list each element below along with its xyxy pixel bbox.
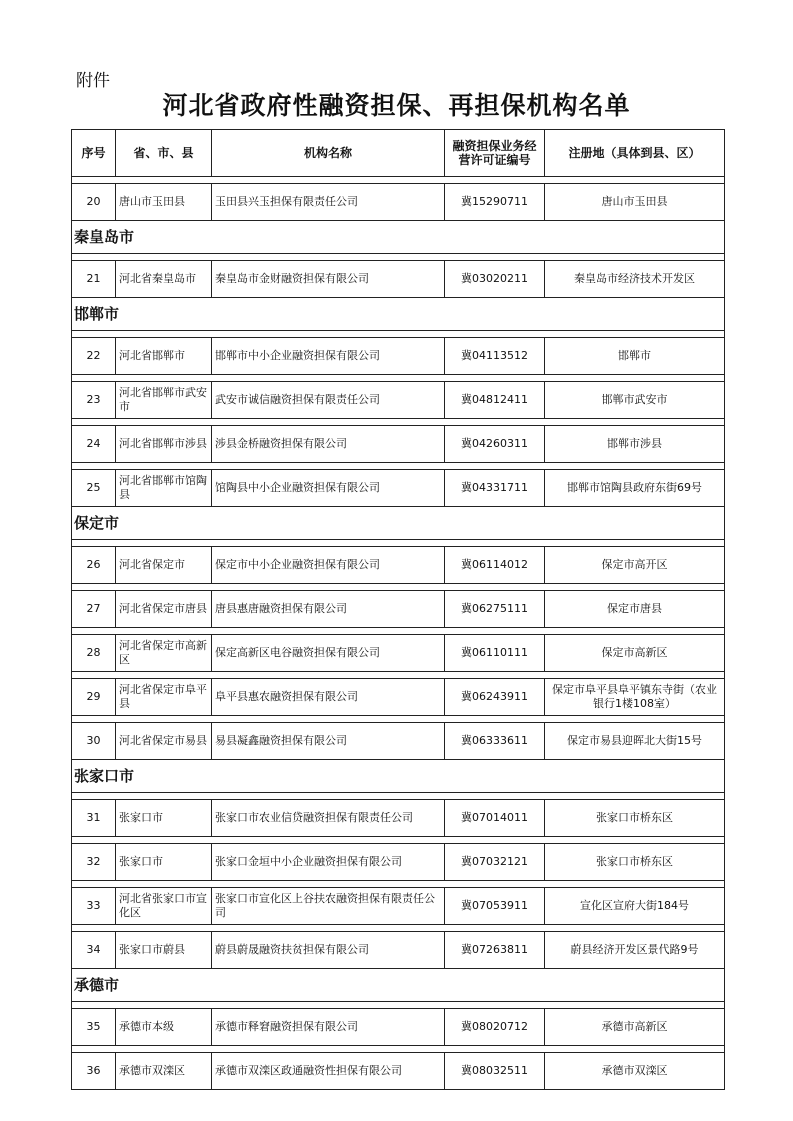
cell-region: 张家口市 <box>116 844 212 881</box>
cell-no: 25 <box>72 470 116 507</box>
row-spacer <box>72 463 725 470</box>
table-row <box>72 184 725 221</box>
cell-address: 张家口市桥东区 <box>545 800 725 837</box>
cell-address: 保定市高开区 <box>545 547 725 584</box>
cell-license: 冀06333611 <box>445 723 545 760</box>
row-spacer <box>72 628 725 635</box>
city-section-header <box>72 298 725 331</box>
cell-no: 35 <box>72 1009 116 1046</box>
table-row <box>72 547 725 584</box>
cell-region: 河北省邯郸市 <box>116 338 212 375</box>
row-spacer <box>72 837 725 844</box>
cell-license: 冀06114012 <box>445 547 545 584</box>
cell-region: 河北省秦皇岛市 <box>116 261 212 298</box>
cell-license: 冀04113512 <box>445 338 545 375</box>
row-spacer <box>72 254 725 261</box>
spacer-cell <box>72 837 725 844</box>
row-spacer <box>72 793 725 800</box>
row-spacer <box>72 540 725 547</box>
table-row <box>72 932 725 969</box>
table-body <box>72 177 725 1090</box>
spacer-cell <box>72 793 725 800</box>
cell-no: 30 <box>72 723 116 760</box>
cell-address: 承德市双滦区 <box>545 1053 725 1090</box>
cell-address: 蔚县经济开发区景代路9号 <box>545 932 725 969</box>
cell-name: 秦皇岛市金财融资担保有限公司 <box>212 261 445 298</box>
spacer-cell <box>72 375 725 382</box>
cell-license: 冀04260311 <box>445 426 545 463</box>
cell-region: 承德市双滦区 <box>116 1053 212 1090</box>
cell-name: 易县凝鑫融资担保有限公司 <box>212 723 445 760</box>
cell-region: 承德市本级 <box>116 1009 212 1046</box>
table-row <box>72 591 725 628</box>
cell-region: 唐山市玉田县 <box>116 184 212 221</box>
cell-address: 张家口市桥东区 <box>545 844 725 881</box>
table-header-row <box>72 130 725 177</box>
cell-name: 武安市诚信融资担保有限责任公司 <box>212 382 445 419</box>
cell-license: 冀06243911 <box>445 679 545 716</box>
spacer-cell <box>72 540 725 547</box>
cell-license: 冀06110111 <box>445 635 545 672</box>
city-name: 承德市 <box>72 969 725 1002</box>
table-row <box>72 382 725 419</box>
row-spacer <box>72 1046 725 1053</box>
cell-no: 21 <box>72 261 116 298</box>
cell-name: 张家口金垣中小企业融资担保有限公司 <box>212 844 445 881</box>
cell-license: 冀07032121 <box>445 844 545 881</box>
header-no: 序号 <box>72 130 116 177</box>
cell-region: 河北省邯郸市涉县 <box>116 426 212 463</box>
cell-no: 34 <box>72 932 116 969</box>
cell-address: 保定市易县迎晖北大街15号 <box>545 723 725 760</box>
cell-license: 冀03020211 <box>445 261 545 298</box>
cell-name: 唐县惠唐融资担保有限公司 <box>212 591 445 628</box>
spacer-cell <box>72 419 725 426</box>
cell-address: 唐山市玉田县 <box>545 184 725 221</box>
spacer-cell <box>72 628 725 635</box>
cell-name: 玉田县兴玉担保有限责任公司 <box>212 184 445 221</box>
cell-region: 河北省保定市唐县 <box>116 591 212 628</box>
cell-address: 邯郸市馆陶县政府东街69号 <box>545 470 725 507</box>
table-row <box>72 888 725 925</box>
city-name: 邯郸市 <box>72 298 725 331</box>
cell-name: 邯郸市中小企业融资担保有限公司 <box>212 338 445 375</box>
cell-license: 冀07014011 <box>445 800 545 837</box>
cell-no: 22 <box>72 338 116 375</box>
cell-address: 邯郸市涉县 <box>545 426 725 463</box>
cell-no: 20 <box>72 184 116 221</box>
cell-region: 河北省保定市易县 <box>116 723 212 760</box>
row-spacer <box>72 419 725 426</box>
spacer-cell <box>72 254 725 261</box>
cell-no: 36 <box>72 1053 116 1090</box>
cell-address: 承德市高新区 <box>545 1009 725 1046</box>
cell-name: 承德市释窘融资担保有限公司 <box>212 1009 445 1046</box>
cell-license: 冀07263811 <box>445 932 545 969</box>
cell-name: 张家口市农业信贷融资担保有限责任公司 <box>212 800 445 837</box>
cell-name: 阜平县惠农融资担保有限公司 <box>212 679 445 716</box>
spacer-cell <box>72 925 725 932</box>
city-section-header <box>72 969 725 1002</box>
table-row <box>72 261 725 298</box>
cell-address: 邯郸市 <box>545 338 725 375</box>
city-section-header <box>72 507 725 540</box>
table-row <box>72 844 725 881</box>
row-spacer <box>72 375 725 382</box>
cell-name: 承德市双滦区政通融资性担保有限公司 <box>212 1053 445 1090</box>
row-spacer <box>72 1002 725 1009</box>
cell-no: 33 <box>72 888 116 925</box>
cell-region: 河北省保定市阜平县 <box>116 679 212 716</box>
cell-no: 31 <box>72 800 116 837</box>
spacer-cell <box>72 716 725 723</box>
cell-address: 宣化区宣府大街184号 <box>545 888 725 925</box>
table-row <box>72 635 725 672</box>
table-row <box>72 426 725 463</box>
spacer-cell <box>72 177 725 184</box>
row-spacer <box>72 925 725 932</box>
row-spacer <box>72 584 725 591</box>
spacer-cell <box>72 331 725 338</box>
cell-name: 保定市中小企业融资担保有限公司 <box>212 547 445 584</box>
cell-name: 张家口市宣化区上谷扶农融资担保有限责任公司 <box>212 888 445 925</box>
row-spacer <box>72 716 725 723</box>
row-spacer <box>72 331 725 338</box>
city-section-header <box>72 221 725 254</box>
table-row <box>72 470 725 507</box>
spacer-cell <box>72 584 725 591</box>
spacer-cell <box>72 672 725 679</box>
city-name: 秦皇岛市 <box>72 221 725 254</box>
cell-license: 冀08020712 <box>445 1009 545 1046</box>
spacer-cell <box>72 463 725 470</box>
cell-region: 河北省保定市高新区 <box>116 635 212 672</box>
cell-license: 冀04331711 <box>445 470 545 507</box>
institution-table <box>71 129 725 1090</box>
cell-no: 26 <box>72 547 116 584</box>
cell-name: 蔚县蔚晟融资扶贫担保有限公司 <box>212 932 445 969</box>
table-row <box>72 1053 725 1090</box>
cell-license: 冀07053911 <box>445 888 545 925</box>
cell-region: 河北省邯郸市馆陶县 <box>116 470 212 507</box>
cell-no: 28 <box>72 635 116 672</box>
cell-region: 河北省邯郸市武安市 <box>116 382 212 419</box>
cell-region: 河北省保定市 <box>116 547 212 584</box>
spacer-cell <box>72 881 725 888</box>
cell-address: 保定市高新区 <box>545 635 725 672</box>
row-spacer <box>72 177 725 184</box>
cell-license: 冀06275111 <box>445 591 545 628</box>
cell-no: 32 <box>72 844 116 881</box>
cell-region: 河北省张家口市宣化区 <box>116 888 212 925</box>
header-address: 注册地（具体到县、区） <box>545 130 725 177</box>
cell-license: 冀04812411 <box>445 382 545 419</box>
cell-address: 邯郸市武安市 <box>545 382 725 419</box>
cell-address: 保定市阜平县阜平镇东寺街（农业银行1楼108室） <box>545 679 725 716</box>
cell-license: 冀08032511 <box>445 1053 545 1090</box>
cell-region: 张家口市蔚县 <box>116 932 212 969</box>
table-row <box>72 800 725 837</box>
row-spacer <box>72 672 725 679</box>
cell-region: 张家口市 <box>116 800 212 837</box>
header-region: 省、市、县 <box>116 130 212 177</box>
table-row <box>72 338 725 375</box>
table-row <box>72 1009 725 1046</box>
city-section-header <box>72 760 725 793</box>
cell-no: 29 <box>72 679 116 716</box>
header-name: 机构名称 <box>212 130 445 177</box>
cell-no: 23 <box>72 382 116 419</box>
table-row <box>72 723 725 760</box>
cell-no: 27 <box>72 591 116 628</box>
spacer-cell <box>72 1046 725 1053</box>
cell-address: 秦皇岛市经济技术开发区 <box>545 261 725 298</box>
cell-license: 冀15290711 <box>445 184 545 221</box>
cell-address: 保定市唐县 <box>545 591 725 628</box>
header-license: 融资担保业务经营许可证编号 <box>445 130 545 177</box>
page-title: 河北省政府性融资担保、再担保机构名单 <box>162 91 631 120</box>
spacer-cell <box>72 1002 725 1009</box>
table-row <box>72 679 725 716</box>
cell-name: 保定高新区电谷融资担保有限公司 <box>212 635 445 672</box>
city-name: 张家口市 <box>72 760 725 793</box>
cell-name: 涉县金桥融资担保有限公司 <box>212 426 445 463</box>
row-spacer <box>72 881 725 888</box>
attachment-label: 附件 <box>76 71 110 91</box>
cell-name: 馆陶县中小企业融资担保有限公司 <box>212 470 445 507</box>
city-name: 保定市 <box>72 507 725 540</box>
cell-no: 24 <box>72 426 116 463</box>
